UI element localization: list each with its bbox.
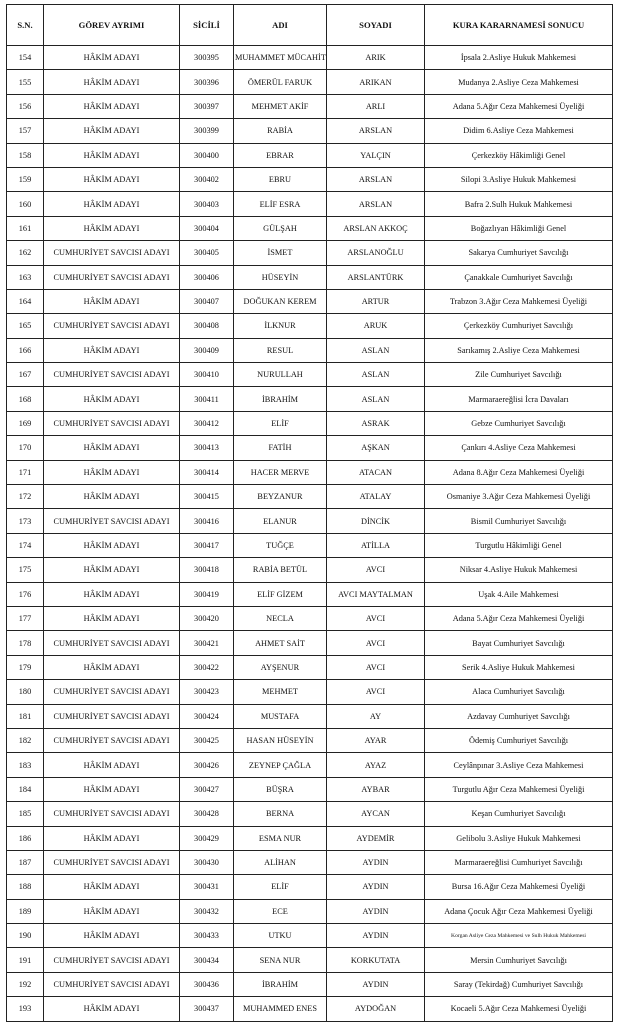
kura-results-table (6, 4, 613, 1022)
table-header (7, 5, 613, 46)
cell-kura-sonucu: Niksar 4.Asliye Hukuk Mahkemesi (425, 558, 613, 582)
cell-sn: 191 (7, 948, 44, 972)
cell-soyadi: AY (327, 704, 425, 728)
cell-sicili: 300425 (180, 728, 234, 752)
cell-sicili: 300426 (180, 753, 234, 777)
cell-sn: 170 (7, 436, 44, 460)
table-row (7, 924, 613, 948)
cell-soyadi: ARTUR (327, 289, 425, 313)
cell-sn: 154 (7, 46, 44, 70)
cell-sicili: 300413 (180, 436, 234, 460)
cell-kura-sonucu: Kocaeli 5.Ağır Ceza Mahkemesi Üyeliği (425, 997, 613, 1021)
cell-gorev-ayrimi: CUMHURİYET SAVCISI ADAYI (44, 411, 180, 435)
table-row (7, 363, 613, 387)
cell-adi: AHMET SAİT (234, 631, 327, 655)
cell-gorev-ayrimi: CUMHURİYET SAVCISI ADAYI (44, 680, 180, 704)
cell-gorev-ayrimi: HÂKİM ADAYI (44, 753, 180, 777)
cell-gorev-ayrimi: HÂKİM ADAYI (44, 289, 180, 313)
cell-sn: 177 (7, 606, 44, 630)
cell-gorev-ayrimi: HÂKİM ADAYI (44, 167, 180, 191)
table-row (7, 704, 613, 728)
cell-soyadi: AYDIN (327, 924, 425, 948)
cell-kura-sonucu: Adana 5.Ağır Ceza Mahkemesi Üyeliği (425, 606, 613, 630)
cell-sn: 156 (7, 94, 44, 118)
table-row (7, 289, 613, 313)
cell-adi: NECLA (234, 606, 327, 630)
cell-adi: İSMET (234, 241, 327, 265)
cell-adi: BÜŞRA (234, 777, 327, 801)
cell-kura-sonucu: Uşak 4.Aile Mahkemesi (425, 582, 613, 606)
cell-gorev-ayrimi: HÂKİM ADAYI (44, 46, 180, 70)
cell-gorev-ayrimi: CUMHURİYET SAVCISI ADAYI (44, 948, 180, 972)
table-row (7, 387, 613, 411)
cell-adi: İBRAHİM (234, 972, 327, 996)
cell-sicili: 300408 (180, 314, 234, 338)
cell-soyadi: ATACAN (327, 460, 425, 484)
cell-kura-sonucu: Marmaraereğlisi Cumhuriyet Savcılığı (425, 850, 613, 874)
cell-sicili: 300422 (180, 655, 234, 679)
cell-gorev-ayrimi: CUMHURİYET SAVCISI ADAYI (44, 363, 180, 387)
cell-sn: 159 (7, 167, 44, 191)
table-row (7, 582, 613, 606)
cell-kura-sonucu: Çerkezköy Cumhuriyet Savcılığı (425, 314, 613, 338)
cell-adi: ALİHAN (234, 850, 327, 874)
table-row (7, 802, 613, 826)
cell-adi: EBRU (234, 167, 327, 191)
cell-gorev-ayrimi: HÂKİM ADAYI (44, 387, 180, 411)
cell-gorev-ayrimi: HÂKİM ADAYI (44, 485, 180, 509)
table-row (7, 655, 613, 679)
cell-soyadi: DİNCİK (327, 509, 425, 533)
table-row (7, 777, 613, 801)
cell-soyadi: ARSLAN (327, 192, 425, 216)
table-row (7, 606, 613, 630)
cell-kura-sonucu: Trabzon 3.Ağır Ceza Mahkemesi Üyeliği (425, 289, 613, 313)
cell-sicili: 300427 (180, 777, 234, 801)
cell-adi: ÖMERÜL FARUK (234, 70, 327, 94)
cell-kura-sonucu: Mudanya 2.Asliye Ceza Mahkemesi (425, 70, 613, 94)
cell-sicili: 300402 (180, 167, 234, 191)
table-row (7, 533, 613, 557)
cell-adi: HASAN HÜSEYİN (234, 728, 327, 752)
cell-sn: 189 (7, 899, 44, 923)
table-row (7, 899, 613, 923)
cell-soyadi: ARSLAN AKKOÇ (327, 216, 425, 240)
cell-gorev-ayrimi: HÂKİM ADAYI (44, 558, 180, 582)
cell-gorev-ayrimi: CUMHURİYET SAVCISI ADAYI (44, 704, 180, 728)
header-sicili: SİCİLİ (180, 5, 234, 46)
cell-sn: 193 (7, 997, 44, 1021)
cell-soyadi: AYDIN (327, 899, 425, 923)
cell-gorev-ayrimi: HÂKİM ADAYI (44, 338, 180, 362)
cell-sicili: 300395 (180, 46, 234, 70)
header-kura-sonucu: KURA KARARNAMESİ SONUCU (425, 5, 613, 46)
cell-kura-sonucu: Boğazlıyan Hâkimliği Genel (425, 216, 613, 240)
table-row (7, 997, 613, 1021)
cell-gorev-ayrimi: HÂKİM ADAYI (44, 436, 180, 460)
cell-adi: ZEYNEP ÇAĞLA (234, 753, 327, 777)
cell-kura-sonucu: Keşan Cumhuriyet Savcılığı (425, 802, 613, 826)
cell-gorev-ayrimi: CUMHURİYET SAVCISI ADAYI (44, 850, 180, 874)
cell-soyadi: ASLAN (327, 387, 425, 411)
cell-adi: TUĞÇE (234, 533, 327, 557)
cell-gorev-ayrimi: HÂKİM ADAYI (44, 143, 180, 167)
cell-kura-sonucu: Azdavay Cumhuriyet Savcılığı (425, 704, 613, 728)
cell-soyadi: AYCAN (327, 802, 425, 826)
cell-gorev-ayrimi: CUMHURİYET SAVCISI ADAYI (44, 972, 180, 996)
cell-sicili: 300400 (180, 143, 234, 167)
cell-kura-sonucu: Zile Cumhuriyet Savcılığı (425, 363, 613, 387)
cell-gorev-ayrimi: CUMHURİYET SAVCISI ADAYI (44, 241, 180, 265)
cell-sn: 187 (7, 850, 44, 874)
cell-sn: 192 (7, 972, 44, 996)
header-sn: S.N. (7, 5, 44, 46)
cell-gorev-ayrimi: HÂKİM ADAYI (44, 777, 180, 801)
cell-kura-sonucu: Bursa 16.Ağır Ceza Mahkemesi Üyeliği (425, 875, 613, 899)
cell-gorev-ayrimi: CUMHURİYET SAVCISI ADAYI (44, 314, 180, 338)
cell-soyadi: ASLAN (327, 363, 425, 387)
cell-sn: 175 (7, 558, 44, 582)
cell-adi: MUSTAFA (234, 704, 327, 728)
cell-sicili: 300405 (180, 241, 234, 265)
cell-adi: HACER MERVE (234, 460, 327, 484)
cell-soyadi: ARSLAN (327, 119, 425, 143)
cell-sicili: 300399 (180, 119, 234, 143)
cell-kura-sonucu: Mersin Cumhuriyet Savcılığı (425, 948, 613, 972)
cell-sn: 190 (7, 924, 44, 948)
cell-sicili: 300412 (180, 411, 234, 435)
table-row (7, 972, 613, 996)
cell-kura-sonucu: Saray (Tekirdağ) Cumhuriyet Savcılığı (425, 972, 613, 996)
cell-soyadi: ARSLANOĞLU (327, 241, 425, 265)
cell-kura-sonucu: Sarıkamış 2.Asliye Ceza Mahkemesi (425, 338, 613, 362)
cell-sn: 180 (7, 680, 44, 704)
cell-sicili: 300430 (180, 850, 234, 874)
cell-adi: MEHMET AKİF (234, 94, 327, 118)
cell-soyadi: AVCI MAYTALMAN (327, 582, 425, 606)
cell-soyadi: AŞKAN (327, 436, 425, 460)
cell-sn: 173 (7, 509, 44, 533)
cell-sicili: 300409 (180, 338, 234, 362)
cell-sn: 168 (7, 387, 44, 411)
cell-gorev-ayrimi: CUMHURİYET SAVCISI ADAYI (44, 265, 180, 289)
cell-kura-sonucu: Sakarya Cumhuriyet Savcılığı (425, 241, 613, 265)
table-row (7, 265, 613, 289)
table-row (7, 753, 613, 777)
cell-kura-sonucu: Alaca Cumhuriyet Savcılığı (425, 680, 613, 704)
cell-sn: 176 (7, 582, 44, 606)
cell-soyadi: ARIK (327, 46, 425, 70)
cell-kura-sonucu: Turgutlu Hâkimliği Genel (425, 533, 613, 557)
cell-sicili: 300406 (180, 265, 234, 289)
cell-sicili: 300423 (180, 680, 234, 704)
cell-gorev-ayrimi: CUMHURİYET SAVCISI ADAYI (44, 631, 180, 655)
cell-gorev-ayrimi: HÂKİM ADAYI (44, 70, 180, 94)
cell-soyadi: AVCI (327, 680, 425, 704)
table-row (7, 485, 613, 509)
cell-adi: ESMA NUR (234, 826, 327, 850)
cell-gorev-ayrimi: HÂKİM ADAYI (44, 192, 180, 216)
cell-kura-sonucu: Bayat Cumhuriyet Savcılığı (425, 631, 613, 655)
cell-sn: 167 (7, 363, 44, 387)
cell-soyadi: ATALAY (327, 485, 425, 509)
cell-kura-sonucu: Silopi 3.Asliye Hukuk Mahkemesi (425, 167, 613, 191)
table-row (7, 680, 613, 704)
cell-adi: SENA NUR (234, 948, 327, 972)
cell-gorev-ayrimi: HÂKİM ADAYI (44, 655, 180, 679)
cell-sn: 174 (7, 533, 44, 557)
cell-adi: MEHMET (234, 680, 327, 704)
cell-sn: 162 (7, 241, 44, 265)
cell-soyadi: AVCI (327, 558, 425, 582)
cell-sn: 161 (7, 216, 44, 240)
cell-sn: 169 (7, 411, 44, 435)
cell-gorev-ayrimi: CUMHURİYET SAVCISI ADAYI (44, 802, 180, 826)
cell-kura-sonucu: İpsala 2.Asliye Hukuk Mahkemesi (425, 46, 613, 70)
table-row (7, 94, 613, 118)
cell-soyadi: AYDIN (327, 972, 425, 996)
header-soyadi: SOYADI (327, 5, 425, 46)
table-row (7, 436, 613, 460)
cell-soyadi: ARUK (327, 314, 425, 338)
table-row (7, 850, 613, 874)
cell-sn: 172 (7, 485, 44, 509)
cell-kura-sonucu: Çanakkale Cumhuriyet Savcılığı (425, 265, 613, 289)
table-body (7, 46, 613, 1022)
cell-kura-sonucu: Didim 6.Asliye Ceza Mahkemesi (425, 119, 613, 143)
cell-adi: ELİF (234, 875, 327, 899)
cell-adi: MUHAMMED ENES (234, 997, 327, 1021)
cell-gorev-ayrimi: HÂKİM ADAYI (44, 216, 180, 240)
table-row (7, 826, 613, 850)
table-row (7, 948, 613, 972)
cell-adi: ECE (234, 899, 327, 923)
cell-adi: ELİF (234, 411, 327, 435)
table-row (7, 875, 613, 899)
cell-adi: MUHAMMET MÜCAHİT (234, 46, 327, 70)
cell-adi: BEYZANUR (234, 485, 327, 509)
cell-adi: DOĞUKAN KEREM (234, 289, 327, 313)
cell-sn: 181 (7, 704, 44, 728)
cell-sicili: 300420 (180, 606, 234, 630)
cell-adi: HÜSEYİN (234, 265, 327, 289)
cell-soyadi: KORKUTATA (327, 948, 425, 972)
header-row (7, 5, 613, 46)
cell-adi: GÜLŞAH (234, 216, 327, 240)
cell-adi: EBRAR (234, 143, 327, 167)
cell-gorev-ayrimi: HÂKİM ADAYI (44, 875, 180, 899)
cell-adi: ELİF GİZEM (234, 582, 327, 606)
cell-soyadi: ARSLAN (327, 167, 425, 191)
table-row (7, 460, 613, 484)
table-row (7, 728, 613, 752)
cell-soyadi: AVCI (327, 606, 425, 630)
cell-kura-sonucu: Gelibolu 3.Asliye Hukuk Mahkemesi (425, 826, 613, 850)
table-row (7, 314, 613, 338)
table-row (7, 631, 613, 655)
cell-kura-sonucu: Turgutlu Ağır Ceza Mahkemesi Üyeliği (425, 777, 613, 801)
cell-sicili: 300397 (180, 94, 234, 118)
cell-soyadi: YALÇIN (327, 143, 425, 167)
cell-soyadi: AVCI (327, 631, 425, 655)
cell-soyadi: ARLI (327, 94, 425, 118)
table-row (7, 167, 613, 191)
table-row (7, 192, 613, 216)
cell-sicili: 300396 (180, 70, 234, 94)
cell-kura-sonucu: Bafra 2.Sulh Hukuk Mahkemesi (425, 192, 613, 216)
cell-sicili: 300424 (180, 704, 234, 728)
cell-adi: ELANUR (234, 509, 327, 533)
cell-kura-sonucu: Bismil Cumhuriyet Savcılığı (425, 509, 613, 533)
table-row (7, 558, 613, 582)
cell-sicili: 300403 (180, 192, 234, 216)
cell-sicili: 300416 (180, 509, 234, 533)
cell-sn: 186 (7, 826, 44, 850)
cell-adi: NURULLAH (234, 363, 327, 387)
cell-soyadi: ARIKAN (327, 70, 425, 94)
cell-sn: 178 (7, 631, 44, 655)
table-row (7, 216, 613, 240)
table-row (7, 119, 613, 143)
cell-sicili: 300431 (180, 875, 234, 899)
cell-sicili: 300410 (180, 363, 234, 387)
table-row (7, 509, 613, 533)
cell-sn: 157 (7, 119, 44, 143)
cell-sn: 182 (7, 728, 44, 752)
cell-gorev-ayrimi: HÂKİM ADAYI (44, 899, 180, 923)
cell-soyadi: ASLAN (327, 338, 425, 362)
table-row (7, 411, 613, 435)
cell-gorev-ayrimi: CUMHURİYET SAVCISI ADAYI (44, 509, 180, 533)
cell-adi: RABİA (234, 119, 327, 143)
cell-kura-sonucu: Korgan Asliye Ceza Mahkemesi ve Sulh Hukuk Mahkemesi (425, 924, 613, 948)
cell-gorev-ayrimi: HÂKİM ADAYI (44, 460, 180, 484)
cell-kura-sonucu: Çerkezköy Hâkimliği Genel (425, 143, 613, 167)
cell-kura-sonucu: Ödemiş Cumhuriyet Savcılığı (425, 728, 613, 752)
cell-soyadi: AYDEMİR (327, 826, 425, 850)
cell-gorev-ayrimi: HÂKİM ADAYI (44, 997, 180, 1021)
cell-kura-sonucu: Gebze Cumhuriyet Savcılığı (425, 411, 613, 435)
header-gorev-ayrimi: GÖREV AYRIMI (44, 5, 180, 46)
cell-sn: 183 (7, 753, 44, 777)
table-row (7, 241, 613, 265)
cell-sn: 164 (7, 289, 44, 313)
cell-gorev-ayrimi: CUMHURİYET SAVCISI ADAYI (44, 728, 180, 752)
cell-gorev-ayrimi: HÂKİM ADAYI (44, 94, 180, 118)
cell-gorev-ayrimi: HÂKİM ADAYI (44, 924, 180, 948)
cell-sn: 158 (7, 143, 44, 167)
cell-soyadi: AYDIN (327, 875, 425, 899)
cell-sicili: 300417 (180, 533, 234, 557)
cell-gorev-ayrimi: HÂKİM ADAYI (44, 606, 180, 630)
cell-sn: 165 (7, 314, 44, 338)
cell-sicili: 300428 (180, 802, 234, 826)
cell-kura-sonucu: Serik 4.Asliye Hukuk Mahkemesi (425, 655, 613, 679)
cell-adi: BERNA (234, 802, 327, 826)
cell-gorev-ayrimi: HÂKİM ADAYI (44, 533, 180, 557)
cell-sicili: 300433 (180, 924, 234, 948)
cell-soyadi: AYDIN (327, 850, 425, 874)
cell-adi: İBRAHİM (234, 387, 327, 411)
cell-sicili: 300404 (180, 216, 234, 240)
cell-sn: 155 (7, 70, 44, 94)
cell-adi: İLKNUR (234, 314, 327, 338)
cell-sn: 160 (7, 192, 44, 216)
cell-soyadi: AVCI (327, 655, 425, 679)
cell-soyadi: ATİLLA (327, 533, 425, 557)
cell-soyadi: ARSLANTÜRK (327, 265, 425, 289)
cell-kura-sonucu: Adana 8.Ağır Ceza Mahkemesi Üyeliği (425, 460, 613, 484)
cell-adi: AYŞENUR (234, 655, 327, 679)
cell-soyadi: AYAR (327, 728, 425, 752)
cell-sn: 166 (7, 338, 44, 362)
cell-sn: 188 (7, 875, 44, 899)
cell-adi: FATİH (234, 436, 327, 460)
cell-sicili: 300434 (180, 948, 234, 972)
cell-sn: 163 (7, 265, 44, 289)
cell-sicili: 300411 (180, 387, 234, 411)
cell-sicili: 300407 (180, 289, 234, 313)
cell-kura-sonucu: Marmaraereğlisi İcra Davaları (425, 387, 613, 411)
cell-kura-sonucu: Osmaniye 3.Ağır Ceza Mahkemesi Üyeliği (425, 485, 613, 509)
table-row (7, 338, 613, 362)
header-adi: ADI (234, 5, 327, 46)
cell-sicili: 300415 (180, 485, 234, 509)
cell-soyadi: AYBAR (327, 777, 425, 801)
cell-sicili: 300419 (180, 582, 234, 606)
cell-sn: 184 (7, 777, 44, 801)
cell-kura-sonucu: Adana Çocuk Ağır Ceza Mahkemesi Üyeliği (425, 899, 613, 923)
cell-sicili: 300418 (180, 558, 234, 582)
cell-adi: RESUL (234, 338, 327, 362)
cell-sicili: 300432 (180, 899, 234, 923)
cell-adi: ELİF ESRA (234, 192, 327, 216)
table-row (7, 70, 613, 94)
cell-sn: 179 (7, 655, 44, 679)
cell-sicili: 300414 (180, 460, 234, 484)
cell-gorev-ayrimi: HÂKİM ADAYI (44, 826, 180, 850)
cell-soyadi: AYDOĞAN (327, 997, 425, 1021)
cell-soyadi: AYAZ (327, 753, 425, 777)
cell-gorev-ayrimi: HÂKİM ADAYI (44, 119, 180, 143)
cell-sicili: 300429 (180, 826, 234, 850)
cell-sicili: 300436 (180, 972, 234, 996)
cell-gorev-ayrimi: HÂKİM ADAYI (44, 582, 180, 606)
cell-kura-sonucu: Ceylânpınar 3.Asliye Ceza Mahkemesi (425, 753, 613, 777)
cell-sn: 185 (7, 802, 44, 826)
cell-soyadi: ASRAK (327, 411, 425, 435)
cell-sn: 171 (7, 460, 44, 484)
cell-kura-sonucu: Çankırı 4.Asliye Ceza Mahkemesi (425, 436, 613, 460)
cell-adi: UTKU (234, 924, 327, 948)
cell-sicili: 300437 (180, 997, 234, 1021)
cell-kura-sonucu: Adana 5.Ağır Ceza Mahkemesi Üyeliği (425, 94, 613, 118)
cell-sicili: 300421 (180, 631, 234, 655)
cell-adi: RABİA BETÜL (234, 558, 327, 582)
table-row (7, 46, 613, 70)
table-row (7, 143, 613, 167)
